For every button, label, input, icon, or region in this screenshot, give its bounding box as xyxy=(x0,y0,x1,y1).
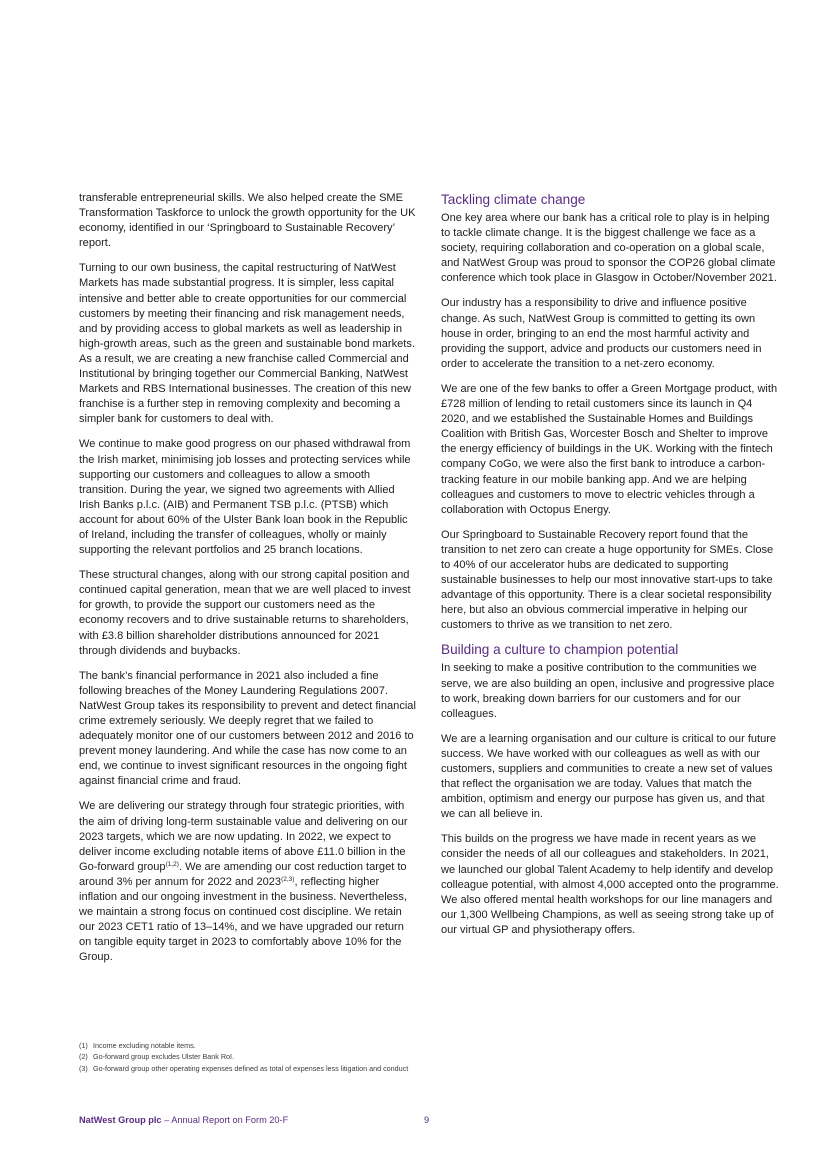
footnote xyxy=(79,1040,679,1051)
paragraph: Turning to our own business, the capital restructuring of NatWest Markets has made substantial progress. It is simpler, less capital intensive and better able to create opportunities for our commercial customers by meeting their financing and risk management needs, and by providing access to global markets as well as leadership in high-growth areas, such as the green and sustainable bond markets. As a result, we are creating a new franchise called Commercial and Institutional by bringing together our Commercial Banking, NatWest Markets and RBS International businesses. The creation of this new franchise is a further step in removing complexity and becoming a simpler bank for customers to deal with. xyxy=(79,262,415,426)
paragraph: One key area where our bank has a critical role to play is in helping to tackle climate change. It is the biggest challenge we face as a society, requiring collaboration and co-operation on a global scale, and NatWest Group was proud to sponsor the COP26 global climate conference which took place in Glasgow in October/November 2021. xyxy=(441,212,777,285)
strategy-text-part-3: , reflecting higher inflation and our ongoing investment in the business. Nevertheless, we maintain a strong focus on continued cost discipline. We retain our 2023 CET1 ratio of 13–14%, and we have upgraded our return on tangible equity target in 2023 to comfortably above 10% for the Group. xyxy=(79,875,407,964)
paragraph: We continue to make good progress on our phased withdrawal from the Irish market, minimising job losses and protecting services while supporting our customers and colleagues to allow a smooth transition. During the year, we signed two agreements with Allied Irish Banks p.l.c. (AIB) and Permanent TSB p.l.c. (PTSB) which account for about 60% of the Ulster Bank loan book in the Republic of Ireland, including the transfer of colleagues, wholly or mainly supporting the relevant portfolios and 25 branch locations. xyxy=(79,438,411,557)
page-footer xyxy=(79,1115,288,1125)
footnote-ref-2-3: (2,3) xyxy=(281,875,295,883)
section-heading-culture: Building a culture to champion potential xyxy=(441,642,679,658)
paragraph: transferable entrepreneurial skills. We also helped create the SME Transformation Taskforce to unlock the growth opportunity for the UK economy, identified in our ‘Springboard to Sustainable Recovery’ report. xyxy=(79,192,416,250)
right-column xyxy=(441,191,781,948)
footnote xyxy=(79,1051,679,1062)
section-heading-climate: Tackling climate change xyxy=(441,192,586,207)
paragraph: We are one of the few banks to offer a Green Mortgage product, with £728 million of lending to retail customers since its launch in Q4 2020, and we established the Sustainable Homes and Buildings Coalition with British Gas, Worcester Bosch and Shelter to improve the energy efficiency of buildings in the UK. Working with the fintech company CoGo, we were also the first bank to introduce a carbon-tracking feature in our mobile banking app. And we are helping colleagues and customers to move to electric vehicles through a collaboration with Octopus Energy. xyxy=(441,382,778,516)
footnote xyxy=(79,1063,679,1074)
strategy-text-part-2: . We are amending our cost reduction target to around 3% per annum for 2022 and 2023 xyxy=(79,860,407,888)
paragraph: Our industry has a responsibility to drive and influence positive change. As such, NatWest Group is committed to getting its own house in order, bringing to an end the most harmful activity and providing the support, advice and products our customers need in order to accelerate the transition to a net-zero economy. xyxy=(441,297,762,370)
left-column xyxy=(79,191,417,976)
footnote-number: (2) xyxy=(79,1052,88,1062)
paragraph: We are a learning organisation and our culture is critical to our future success. We have worked with our colleagues as well as with our customers, suppliers and communities to create a new set of values that reflect the organisation we are today. Values that match the ambition, optimism and energy our purpose has given us, and that we can all believe in. xyxy=(441,732,777,821)
paragraph: This builds on the progress we have made in recent years as we consider the needs of all our colleagues and stakeholders. In 2021, we launched our global Talent Academy to help identify and develop colleague potential, with almost 4,000 accepted onto the programme. We also offered mental health workshops for our line managers and our 1,300 Wellbeing Champions, as well as seeing strong take up of our virtual GP and physiotherapy offers. xyxy=(441,833,779,936)
paragraph: The bank’s financial performance in 2021 also included a fine following breaches of the Money Laundering Regulations 2007. NatWest Group takes its responsibility to prevent and detect financial crime extremely seriously. We deeply regret that we failed to adequately monitor one of our customers between 2012 and 2016 to prevent money laundering. And while the case has now come to an end, we continue to invest significant resources in the ongoing fight against financial crime and fraud. xyxy=(79,669,416,788)
paragraph: In seeking to make a positive contribution to the communities we serve, we are also building an open, inclusive and progressive place to work, breaking down barriers for our customers and for our colleagues. xyxy=(441,662,775,720)
footnote-number: (1) xyxy=(79,1041,88,1050)
footnotes xyxy=(79,1040,679,1074)
strategy-paragraph xyxy=(79,799,417,965)
paragraph: These structural changes, along with our strong capital position and continued capital generation, mean that we are well placed to invest for growth, to provide the support our customers need as the economy recovers and to drive sustainable returns to shareholders, with £3.8 billion shareholder distributions announced for 2021 through dividends and buybacks. xyxy=(79,569,411,657)
footnote-text: Income excluding notable items. xyxy=(93,1041,196,1050)
page-number: 9 xyxy=(424,1115,430,1125)
footnote-ref-1-2: (1,2) xyxy=(165,860,179,868)
footer-document-title: Annual Report on Form 20-F xyxy=(171,1115,289,1125)
footnote-text: Go-forward group other operating expenses defined as total of expenses less litigation and conduct xyxy=(93,1063,409,1073)
footnote-text: Go-forward group excludes Ulster Bank RoI. xyxy=(93,1052,235,1062)
strategy-text-part-1: We are delivering our strategy through four strategic priorities, with the aim of driving long-term sustainable value and delivering on our 2023 targets, which we are now updating. In 2022, we expect to deliver income excluding notable items of above £11.0 billion in the Go-forward group xyxy=(79,800,408,873)
paragraph: Our Springboard to Sustainable Recovery report found that the transition to net zero can create a huge opportunity for SMEs. Close to 40% of our accelerator hubs are dedicated to supporting sustainable businesses to help our most innovative start-ups to take advantage of this opportunity. There is a clear societal responsibility here, but also an obvious commercial imperative in helping our customers to thrive as we transition to net zero. xyxy=(441,528,774,632)
footer-brand: NatWest Group plc xyxy=(79,1115,162,1125)
footnote-number: (3) xyxy=(79,1063,88,1073)
footer-separator: – xyxy=(161,1115,172,1125)
